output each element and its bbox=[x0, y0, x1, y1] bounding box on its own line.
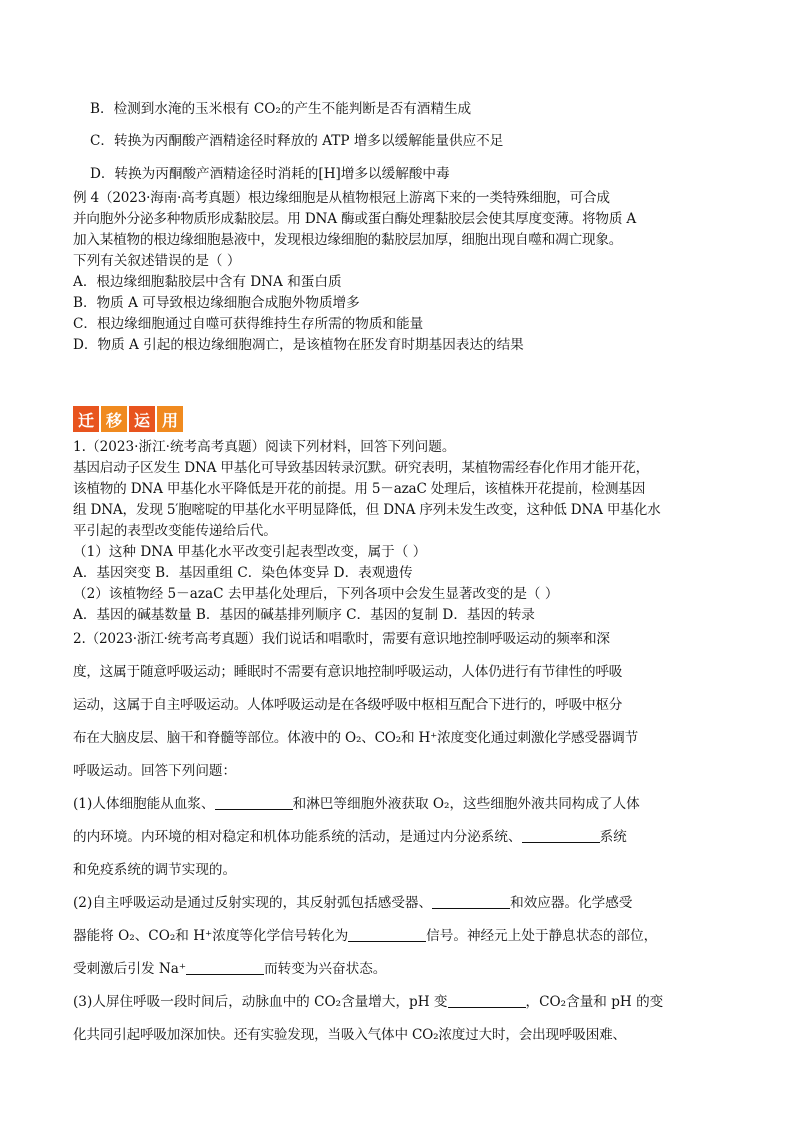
example4-option-c: C．根边缘细胞通过自噬可获得维持生存所需的物质和能量 bbox=[73, 316, 424, 332]
q2-sub2-text-c: 器能将 O₂、CO₂和 H⁺浓度等化学信号转化为 bbox=[73, 928, 349, 944]
q2-sub2-text-d: 信号。神经元上处于静息状态的部位， bbox=[426, 928, 658, 944]
example4-option-d: D．物质 A 引起的根边缘细胞凋亡，是该植物在胚发育时期基因表达的结果 bbox=[73, 337, 524, 353]
q1-sub2-question: （2）该植物经 5－azaC 去甲基化处理后，下列各项中会发生显著改变的是（ ） bbox=[73, 586, 559, 602]
badge-char: 用 bbox=[157, 406, 183, 432]
q1-sub2-options: A．基因的碱基数量 B．基因的碱基排列顺序 C．基因的复制 D．基因的转录 bbox=[73, 607, 535, 623]
section-badge-transfer-application bbox=[73, 406, 183, 432]
q2-sub1-line2 bbox=[73, 828, 627, 846]
answer-blank[interactable] bbox=[448, 993, 526, 1008]
q1-material-line3: 组 DNA，发现 5′胞嘧啶的甲基化水平明显降低，但 DNA 序列未发生改变，这种低 DNA 甲基化水 bbox=[73, 502, 661, 518]
q2-sub1-text-a: (1)人体细胞能从血浆、 bbox=[73, 796, 215, 812]
q2-sub2-line2 bbox=[73, 927, 657, 945]
q2-sub3-text-b: ，CO₂含量和 pH 的变 bbox=[525, 994, 664, 1010]
q2-sub2-line1 bbox=[73, 894, 632, 912]
q1-material-line2: 该植物的 DNA 甲基化水平降低是开花的前提。用 5－azaC 处理后，该植株开花提前，检测基因 bbox=[73, 481, 646, 497]
q2-stem-line5: 呼吸运动。回答下列问题： bbox=[73, 763, 237, 779]
badge-char: 移 bbox=[101, 406, 127, 432]
q2-sub1-line1 bbox=[73, 795, 640, 813]
example4-line1: 例 4（2023·海南·高考真题）根边缘细胞是从植物根冠上游离下来的一类特殊细胞，可合成 bbox=[73, 190, 610, 206]
q1-sub1-options: A．基因突变 B．基因重组 C．染色体变异 D．表观遗传 bbox=[73, 565, 413, 581]
q2-stem-line1: 2.（2023·浙江·统考高考真题）我们说话和唱歌时，需要有意识地控制呼吸运动的频率和深 bbox=[73, 631, 610, 647]
q2-sub1-text-d: 系统 bbox=[599, 829, 627, 845]
q2-sub2-text-a: (2)自主呼吸运动是通过反射实现的，其反射弧包括感受器、 bbox=[73, 895, 433, 911]
prev-option-c: C．转换为丙酮酸产酒精途径时释放的 ATP 增多以缓解能量供应不足 bbox=[90, 133, 504, 149]
q2-sub2-line3 bbox=[73, 960, 386, 978]
q1-title: 1.（2023·浙江·统考高考真题）阅读下列材料，回答下列问题。 bbox=[73, 439, 456, 455]
prev-option-d: D．转换为丙酮酸产酒精途径时消耗的[H]增多以缓解酸中毒 bbox=[90, 166, 450, 182]
prev-option-b: B．检测到水淹的玉米根有 CO₂的产生不能判断是否有酒精生成 bbox=[90, 101, 472, 117]
q2-sub2-text-e: 受刺激后引发 Na⁺ bbox=[73, 961, 187, 977]
example4-line3: 加入某植物的根边缘细胞悬液中，发现根边缘细胞的黏胶层加厚，细胞出现自噬和凋亡现象。 bbox=[73, 232, 623, 248]
q2-sub3-text-a: (3)人屏住呼吸一段时间后，动脉血中的 CO₂含量增大，pH 变 bbox=[73, 994, 448, 1010]
q2-stem-line3: 运动，这属于自主呼吸运动。人体呼吸运动是在各级呼吸中枢相互配合下进行的，呼吸中枢分 bbox=[73, 697, 623, 713]
badge-char: 迁 bbox=[73, 406, 99, 432]
example4-line2: 并向胞外分泌多种物质形成黏胶层。用 DNA 酶或蛋白酶处理黏胶层会使其厚度变薄。将物质 A bbox=[73, 211, 636, 227]
example4-option-a: A．根边缘细胞黏胶层中含有 DNA 和蛋白质 bbox=[73, 274, 342, 290]
q2-stem-line2: 度，这属于随意呼吸运动；睡眠时不需要有意识地控制呼吸运动，人体仍进行有节律性的呼吸 bbox=[73, 664, 623, 680]
answer-blank[interactable] bbox=[215, 795, 293, 810]
q2-sub3-line2: 化共同引起呼吸加深加快。还有实验发现，当吸入气体中 CO₂浓度过大时，会出现呼吸困难、 bbox=[73, 1027, 626, 1043]
q2-stem-line4: 布在大脑皮层、脑干和脊髓等部位。体液中的 O₂、CO₂和 H⁺浓度变化通过刺激化学感受器调节 bbox=[73, 730, 639, 746]
q1-material-line1: 基因启动子区发生 DNA 甲基化可导致基因转录沉默。研究表明，某植物需经春化作用才能开花， bbox=[73, 460, 649, 476]
q1-material-line4: 平引起的表型改变能传递给后代。 bbox=[73, 523, 277, 539]
example4-option-b: B．物质 A 可导致根边缘细胞合成胞外物质增多 bbox=[73, 295, 360, 311]
q2-sub1-text-c: 的内环境。内环境的相对稳定和机体功能系统的活动，是通过内分泌系统、 bbox=[73, 829, 522, 845]
badge-char: 运 bbox=[129, 406, 155, 432]
q2-sub3-line1 bbox=[73, 993, 663, 1011]
example4-line4: 下列有关叙述错误的是（ ） bbox=[73, 253, 241, 269]
q2-sub2-text-b: 和效应器。化学感受 bbox=[510, 895, 633, 911]
answer-blank[interactable] bbox=[348, 927, 426, 942]
q2-sub1-text-b: 和淋巴等细胞外液获取 O₂，这些细胞外液共同构成了人体 bbox=[292, 796, 640, 812]
answer-blank[interactable] bbox=[432, 894, 510, 909]
q1-sub1-question: （1）这种 DNA 甲基化水平改变引起表型改变，属于（ ） bbox=[73, 544, 427, 560]
answer-blank[interactable] bbox=[522, 828, 600, 843]
answer-blank[interactable] bbox=[186, 960, 264, 975]
q2-sub1-line3: 和免疫系统的调节实现的。 bbox=[73, 862, 237, 878]
q2-sub2-text-f: 而转变为兴奋状态。 bbox=[264, 961, 387, 977]
